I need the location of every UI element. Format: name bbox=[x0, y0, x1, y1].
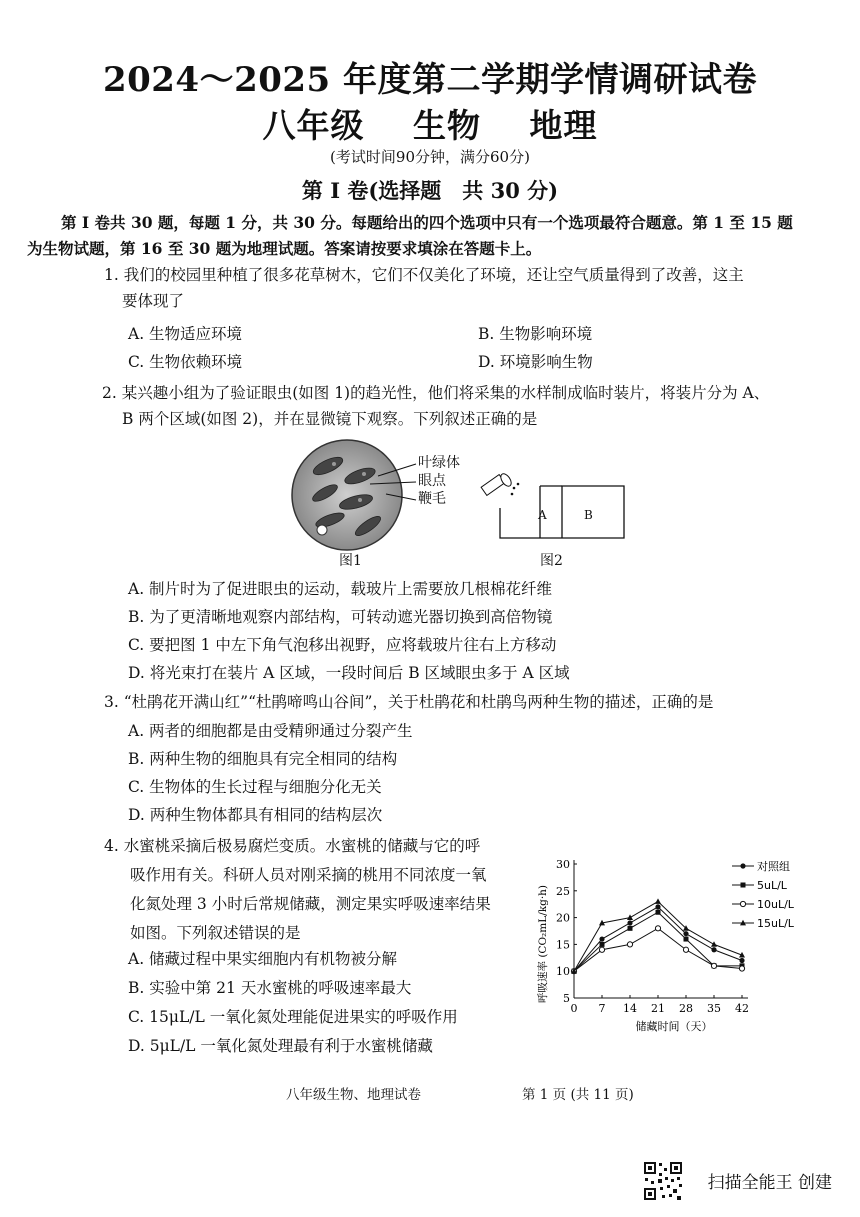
data-point bbox=[711, 947, 716, 952]
legend-label: 5uL/L bbox=[757, 879, 787, 892]
series-4 bbox=[571, 898, 745, 973]
figure-1-caption: 图1 bbox=[339, 553, 362, 569]
subject-biology: 生物 bbox=[413, 106, 481, 145]
question-1-stem-cont: 要体现了 bbox=[122, 292, 185, 310]
footer-subject: 八年级生物、地理试卷 bbox=[286, 1087, 421, 1103]
y-tick-label: 5 bbox=[563, 992, 570, 1005]
data-point bbox=[627, 920, 632, 925]
question-3-stem: 3. “杜鹃花开满山红”“杜鹃啼鸣山谷间”，关于杜鹃花和杜鹃鸟两种生物的描述，正确的是 bbox=[104, 693, 714, 711]
data-point bbox=[739, 966, 744, 971]
q4-option-a: A. 储藏过程中果实细胞内有机物被分解 bbox=[128, 950, 398, 968]
y-tick-label: 10 bbox=[556, 965, 570, 979]
question-2 bbox=[104, 380, 814, 432]
legend-label: 10uL/L bbox=[757, 898, 794, 911]
q4-stem-line-2: 吸作用有关。科研人员对刚采摘的桃用不同浓度一氧 bbox=[130, 866, 487, 884]
data-point bbox=[739, 958, 744, 963]
data-point bbox=[655, 904, 660, 909]
chart-axes bbox=[556, 858, 749, 1015]
label-chloroplast: 叶绿体 bbox=[418, 455, 460, 471]
q4-option-d: D. 5μL/L 一氧化氮处理最有利于水蜜桃储藏 bbox=[128, 1037, 433, 1055]
qr-code-icon bbox=[642, 1160, 684, 1202]
q1-option-b: B. 生物影响环境 bbox=[478, 325, 593, 343]
legend-marker bbox=[740, 863, 745, 868]
q4-option-c: C. 15μL/L 一氧化氮处理能促进果实的呼吸作用 bbox=[128, 1008, 458, 1026]
subject-geography: 地理 bbox=[529, 106, 598, 145]
x-tick-label: 42 bbox=[735, 1002, 749, 1015]
data-point bbox=[599, 947, 604, 952]
question-1 bbox=[104, 262, 804, 314]
flashlight-icon bbox=[481, 472, 519, 495]
label-flagellum: 鞭毛 bbox=[418, 491, 446, 507]
q4-stem-line-4: 如图。下列叙述错误的是 bbox=[130, 924, 301, 942]
q2-option-c: C. 要把图 1 中左下角气泡移出视野，应将载玻片往右上方移动 bbox=[128, 636, 557, 654]
data-point bbox=[627, 914, 633, 920]
data-point bbox=[628, 926, 633, 931]
data-point bbox=[655, 898, 661, 904]
chart-y-axis-label: 呼吸速率 (CO₂mL/kg·h) bbox=[537, 884, 549, 1004]
q4-stem-line-3: 化氮处理 3 小时后常规储藏，测定果实呼吸速率结果 bbox=[130, 895, 491, 913]
data-point bbox=[656, 910, 661, 915]
figure-2-caption: 图2 bbox=[540, 553, 563, 569]
series-3 bbox=[571, 926, 744, 974]
x-tick-label: 28 bbox=[679, 1002, 693, 1015]
label-eyespot: 眼点 bbox=[418, 473, 446, 489]
data-point bbox=[711, 963, 716, 968]
data-point bbox=[683, 931, 688, 936]
series-line bbox=[574, 907, 742, 971]
question-2-stem-cont: B 两个区域(如图 2)，并在显微镜下观察。下列叙述正确的是 bbox=[122, 410, 538, 428]
chart-series bbox=[571, 898, 745, 973]
data-point bbox=[599, 936, 604, 941]
data-point bbox=[600, 942, 605, 947]
x-tick-label: 35 bbox=[707, 1002, 721, 1015]
exam-title: 2024～2025 年度第二学期学情调研试卷 bbox=[102, 60, 758, 100]
q2-option-a: A. 制片时为了促进眼虫的运动，载玻片上需要放几根棉花纤维 bbox=[128, 580, 553, 598]
q1-option-d: D. 环境影响生物 bbox=[478, 353, 593, 371]
section-title: 第 I 卷(选择题 共 30 分) bbox=[301, 178, 559, 203]
chart-x-axis-label: 储藏时间（天） bbox=[635, 1020, 713, 1033]
grade-label: 八年级 bbox=[262, 106, 365, 145]
data-point bbox=[711, 941, 717, 947]
q2-option-b: B. 为了更清晰地观察内部结构，可转动遮光器切换到高倍物镜 bbox=[128, 608, 553, 626]
x-tick-label: 0 bbox=[570, 1002, 578, 1015]
q1-option-c: C. 生物依赖环境 bbox=[128, 353, 243, 371]
q3-option-a: A. 两者的细胞都是由受精卵通过分裂产生 bbox=[128, 722, 413, 740]
y-tick-label: 25 bbox=[556, 884, 570, 898]
y-tick-label: 20 bbox=[556, 911, 570, 925]
region-b-label: B bbox=[584, 508, 593, 522]
region-a-label: A bbox=[538, 508, 547, 522]
x-tick-label: 7 bbox=[598, 1002, 606, 1015]
series-2 bbox=[572, 910, 745, 974]
footer-page-number: 第 1 页 (共 11 页) bbox=[522, 1087, 634, 1103]
data-point bbox=[655, 926, 660, 931]
q3-option-d: D. 两种生物体都具有相同的结构层次 bbox=[128, 806, 383, 824]
legend-label: 对照组 bbox=[757, 860, 790, 873]
x-tick-label: 21 bbox=[651, 1002, 665, 1015]
q2-option-d: D. 将光束打在装片 A 区域，一段时间后 B 区域眼虫多于 A 区域 bbox=[128, 664, 570, 682]
instructions: 第 I 卷共 30 题，每题 1 分，共 30 分。每题给出的四个选项中只有一个选项最符合题意。第 1 至 15 题为生物试题，第 16 至 30 题为地理试题。答案请按要求填涂在答题卡上。 bbox=[27, 213, 793, 258]
question-1-stem: 1. 我们的校园里种植了很多花草树木，它们不仅美化了环境，还让空气质量得到了改善，这主 bbox=[104, 266, 744, 284]
x-tick-label: 14 bbox=[623, 1002, 637, 1015]
question-4-stem bbox=[104, 832, 524, 948]
y-tick-label: 30 bbox=[556, 858, 570, 871]
data-point bbox=[684, 937, 689, 942]
legend-marker bbox=[741, 883, 746, 888]
q4-option-b: B. 实验中第 21 天水蜜桃的呼吸速率最大 bbox=[128, 979, 412, 997]
chart-legend bbox=[732, 859, 795, 930]
air-bubble-icon bbox=[317, 525, 327, 535]
scanner-watermark: 扫描全能王 创建 bbox=[707, 1173, 832, 1193]
question-2-stem: 2. 某兴趣小组为了验证眼虫(如图 1)的趋光性，他们将采集的水样制成临时装片，将装片分为 A、 bbox=[102, 384, 770, 402]
figure-2-slide bbox=[478, 460, 638, 542]
q3-option-b: B. 两种生物的细胞具有完全相同的结构 bbox=[128, 750, 398, 768]
exam-subtitle bbox=[0, 100, 860, 147]
data-point bbox=[627, 942, 632, 947]
exam-info: (考试时间90分钟，满分60分) bbox=[330, 148, 530, 166]
q4-stem-line-1: 4. 水蜜桃采摘后极易腐烂变质。水蜜桃的储藏与它的呼 bbox=[104, 837, 481, 855]
q1-option-a: A. 生物适应环境 bbox=[128, 325, 243, 343]
y-tick-label: 15 bbox=[556, 938, 570, 952]
data-point bbox=[683, 947, 688, 952]
legend-marker bbox=[740, 901, 745, 906]
respiration-rate-chart bbox=[528, 852, 810, 1042]
legend-label: 15uL/L bbox=[757, 917, 794, 930]
q3-option-c: C. 生物体的生长过程与细胞分化无关 bbox=[128, 778, 382, 796]
